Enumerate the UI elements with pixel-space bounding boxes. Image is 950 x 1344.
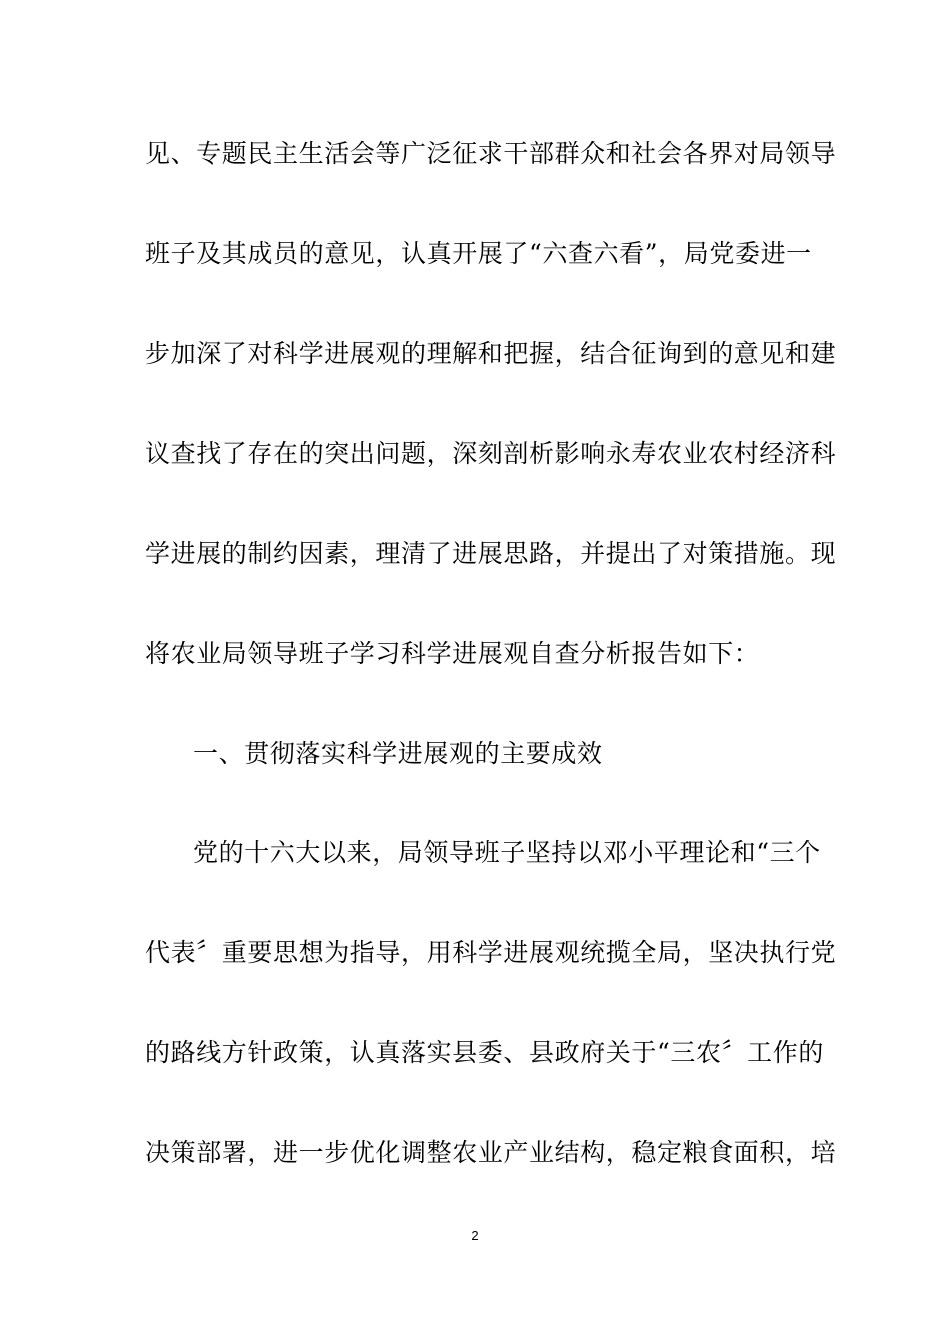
paragraph-line-10: 决策部署，进一步优化调整农业产业结构，稳定粮食面积，培 xyxy=(145,1138,837,1167)
section-heading: 一、贯彻落实科学进展观的主要成效 xyxy=(193,739,603,768)
paragraph-line-1: 见、专题民主生活会等广泛征求干部群众和社会各界对局领导 xyxy=(145,139,837,168)
page-number: 2 xyxy=(471,1228,479,1243)
paragraph-line-7: 党的十六大以来，局领导班子坚持以邓小平理论和“三个 xyxy=(193,838,821,867)
paragraph-line-2: 班子及其成员的意见，认真开展了“六查六看”，局党委进一 xyxy=(145,239,812,268)
paragraph-line-8: 代表〞重要思想为指导，用科学进展观统揽全局，坚决执行党 xyxy=(145,938,837,967)
paragraph-line-3: 步加深了对科学进展观的理解和把握，结合征询到的意见和建 xyxy=(145,339,837,368)
paragraph-line-6: 将农业局领导班子学习科学进展观自查分析报告如下： xyxy=(145,639,760,668)
paragraph-line-5: 学进展的制约因素，理清了进展思路，并提出了对策措施。现 xyxy=(145,539,837,568)
paragraph-line-4: 议查找了存在的突出问题，深刻剖析影响永寿农业农村经济科 xyxy=(145,439,837,468)
paragraph-line-9: 的路线方针政策，认真落实县委、县政府关于“三农〞工作的 xyxy=(145,1038,824,1067)
